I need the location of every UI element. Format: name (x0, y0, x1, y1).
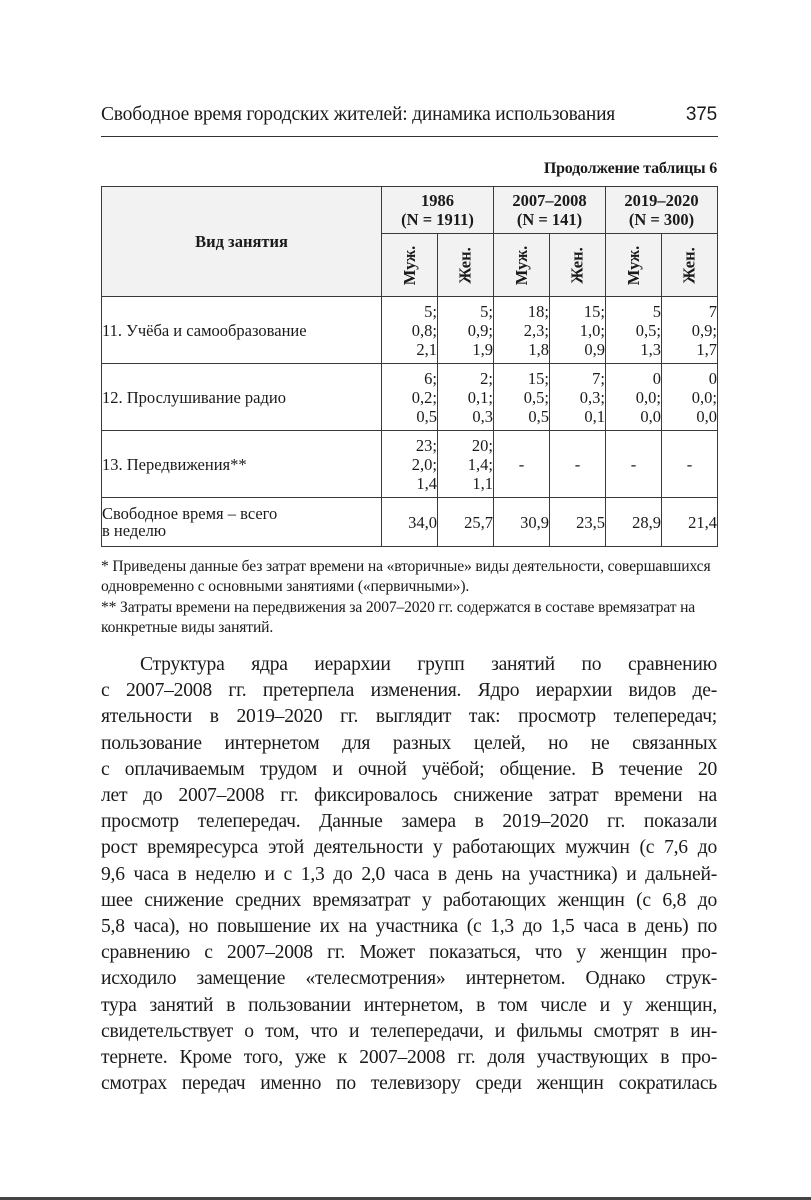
text-line: смотрах передач именно по телевизору среди женщин сократилась (101, 1073, 717, 1095)
text-line: Структура ядра иерархии групп занятий по сравнению (140, 654, 717, 675)
total-value: 21,4 (662, 498, 718, 547)
text-line: тура занятий в пользовании интернетом, в том числе и у женщин, (101, 994, 717, 1016)
sex-header-female: Жен. (550, 234, 606, 297)
text-line: шее снижение средних времязатрат у работающих женщин (с 6,8 до (101, 889, 717, 911)
activity-label: 11. Учёба и самообразование (102, 297, 382, 364)
activity-label: 13. Передвижения** (102, 431, 382, 498)
running-head (101, 104, 717, 126)
table-cell: 5 0,5; 1,3 (606, 297, 662, 364)
table-cell: 5; 0,8; 2,1 (382, 297, 438, 364)
table-cell: 23; 2,0; 1,4 (382, 431, 438, 498)
sex-header-female: Жен. (438, 234, 494, 297)
table-row (102, 431, 718, 498)
total-label: Свободное время – всего в неделю (102, 498, 382, 547)
total-value: 30,9 (494, 498, 550, 547)
text-line: 9,6 часа в неделю и с 1,3 до 2,0 часа в день на участника) и дальней- (101, 863, 717, 885)
table-cell: 15; 1,0; 0,9 (550, 297, 606, 364)
text-line: тернете. Кроме того, уже к 2007–2008 гг. доля участвующих в про- (101, 1047, 717, 1069)
total-value: 34,0 (382, 498, 438, 547)
text-line: просмотр телепередач. Данные замера в 2019–2020 гг. показали (101, 811, 717, 833)
table-cell: 7 0,9; 1,7 (662, 297, 718, 364)
period-header-1986: 1986 (N = 1911) (382, 187, 494, 234)
table-cell: 18; 2,3; 1,8 (494, 297, 550, 364)
text-line: свидетельствует о том, что и телепередачи, и фильмы смотрят в ин- (101, 1020, 717, 1042)
sex-header-male: Муж. (606, 234, 662, 297)
period-header-2019-2020: 2019–2020 (N = 300) (606, 187, 718, 234)
table-cell-empty: - (494, 431, 550, 498)
table-cell: 20; 1,4; 1,1 (438, 431, 494, 498)
sex-header-male: Муж. (382, 234, 438, 297)
text-line: исходило замещение «телесмотрения» интернетом. Однако струк- (101, 968, 717, 990)
running-title: Свободное время городских жителей: динамика использования (101, 104, 616, 125)
table-row (102, 297, 718, 364)
text-line: с оплачиваемым трудом и очной учёбой; общение. В течение 20 (101, 758, 717, 780)
period-header-2007-2008: 2007–2008 (N = 141) (494, 187, 606, 234)
table-total-row (102, 498, 718, 547)
sex-header-female: Жен. (662, 234, 718, 297)
table-cell-empty: - (606, 431, 662, 498)
text-line: ятельности в 2019–2020 гг. выглядит так: просмотр телепередач; (101, 706, 717, 728)
header-divider (101, 136, 718, 137)
table-cell: 5; 0,9; 1,9 (438, 297, 494, 364)
table-cell-empty: - (662, 431, 718, 498)
time-use-table (101, 186, 718, 547)
table-cell-empty: - (550, 431, 606, 498)
total-value: 23,5 (550, 498, 606, 547)
footnote: ** Затраты времени на передвижения за 2007–2020 гг. содержатся в составе времязатрат на конкретные виды занятий. (101, 598, 696, 637)
table-caption: Продолжение таблицы 6 (543, 160, 717, 177)
text-line: рост времяресурса этой деятельности у работающих мужчин (с 7,6 до (101, 837, 717, 859)
table-cell: 2; 0,1; 0,3 (438, 364, 494, 431)
table-footnotes (101, 557, 726, 639)
activity-column-header: Вид занятия (102, 187, 382, 297)
total-value: 28,9 (606, 498, 662, 547)
total-value: 25,7 (438, 498, 494, 547)
table-cell: 15; 0,5; 0,5 (494, 364, 550, 431)
table-row (102, 364, 718, 431)
footnote: * Приведены данные без затрат времени на «вторичные» виды деятельности, совершавшихся одновременно с основными занятиями («первичными»). (101, 558, 711, 596)
table-cell: 6; 0,2; 0,5 (382, 364, 438, 431)
text-line: сравнению с 2007–2008 гг. Может показаться, что у женщин про- (101, 942, 717, 964)
text-line: пользование интернетом для разных целей, но не связанных (101, 732, 717, 754)
activity-label: 12. Прослушивание радио (102, 364, 382, 431)
text-line: с 2007–2008 гг. претерпела изменения. Ядро иерархии видов де- (101, 680, 717, 702)
text-line: лет до 2007–2008 гг. фиксировалось снижение затрат времени на (101, 785, 717, 807)
page-number: 375 (685, 104, 717, 125)
table-cell: 0 0,0; 0,0 (662, 364, 718, 431)
sex-header-male: Муж. (494, 234, 550, 297)
table-cell: 7; 0,3; 0,1 (550, 364, 606, 431)
table-cell: 0 0,0; 0,0 (606, 364, 662, 431)
body-paragraph (101, 652, 717, 1097)
text-line: 5,8 часа), но повышение их на участника (с 1,3 до 1,5 часа в день) по (101, 916, 717, 938)
